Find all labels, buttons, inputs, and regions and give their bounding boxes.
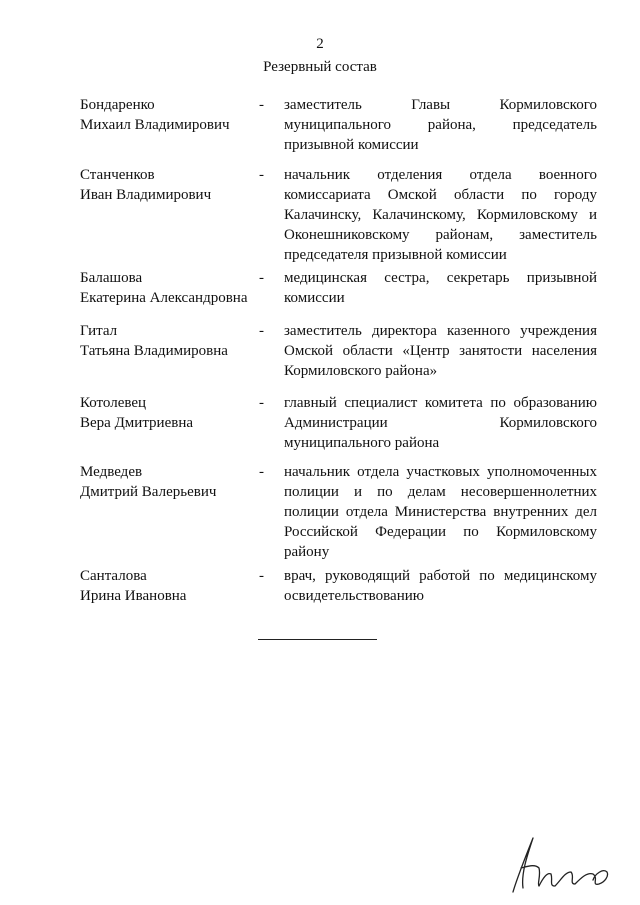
role-line: муниципального района — [284, 435, 440, 451]
given-names: Вера Дмитриевна — [80, 415, 194, 431]
page-number: 2 — [316, 36, 324, 52]
role-line: начальник отдела участковых уполномоченных — [284, 464, 597, 480]
role-line: муниципального района, председатель — [284, 117, 597, 133]
role-line: комиссариата Омской области по городу — [284, 187, 597, 203]
surname: Гитал — [80, 323, 118, 339]
role-line: освидетельствованию — [284, 588, 424, 604]
dash-separator: - — [259, 464, 264, 480]
dash-separator: - — [259, 568, 264, 584]
closing-divider — [258, 639, 377, 640]
dash-separator: - — [259, 270, 264, 286]
member-name — [80, 165, 260, 205]
given-names: Дмитрий Валерьевич — [80, 484, 217, 500]
member-name — [80, 566, 260, 606]
surname: Балашова — [80, 270, 143, 286]
dash-separator: - — [259, 323, 264, 339]
document-title: Резервный состав — [263, 59, 377, 75]
role-line: призывной комиссии — [284, 137, 419, 153]
member-name — [80, 321, 260, 361]
member-name — [80, 462, 260, 502]
role-line: главный специалист комитета по образованию — [284, 395, 597, 411]
given-names: Татьяна Владимировна — [80, 343, 228, 359]
given-names: Михаил Владимирович — [80, 117, 230, 133]
handwritten-signature — [503, 828, 613, 894]
role-line: председателя призывной комиссии — [284, 247, 507, 263]
member-role — [284, 165, 597, 265]
member-name — [80, 393, 260, 433]
member-role — [284, 462, 597, 562]
dash-separator: - — [259, 167, 264, 183]
role-line: Администрации Кормиловского — [284, 415, 597, 431]
role-line: начальник отделения отдела военного — [284, 167, 597, 183]
role-line: Оконешниковскому районам, заместитель — [284, 227, 597, 243]
member-role — [284, 95, 597, 155]
surname: Бондаренко — [80, 97, 155, 113]
surname: Станченков — [80, 167, 155, 183]
role-line: медицинская сестра, секретарь призывной — [284, 270, 597, 286]
role-line: заместитель директора казенного учреждения — [284, 323, 597, 339]
given-names: Екатерина Александровна — [80, 290, 248, 306]
role-line: заместитель Главы Кормиловского — [284, 97, 597, 113]
member-role — [284, 268, 597, 308]
role-line: району — [284, 544, 330, 560]
member-name — [80, 268, 260, 308]
surname: Санталова — [80, 568, 147, 584]
given-names: Ирина Ивановна — [80, 588, 187, 604]
dash-separator: - — [259, 395, 264, 411]
given-names: Иван Владимирович — [80, 187, 212, 203]
surname: Котолевец — [80, 395, 147, 411]
role-line: Российской Федерации по Кормиловскому — [284, 524, 597, 540]
role-line: Кормиловского района» — [284, 363, 438, 379]
role-line: полиции отдела Министерства внутренних дел — [284, 504, 597, 520]
surname: Медведев — [80, 464, 143, 480]
role-line: врач, руководящий работой по медицинскому — [284, 568, 597, 584]
role-line: комиссии — [284, 290, 345, 306]
member-role — [284, 393, 597, 453]
role-line: Калачинску, Калачинскому, Кормиловскому и — [284, 207, 597, 223]
role-line: Омской области «Центр занятости населения — [284, 343, 597, 359]
role-line: полиции и по делам несовершеннолетних — [284, 484, 597, 500]
dash-separator: - — [259, 97, 264, 113]
member-name — [80, 95, 260, 135]
member-role — [284, 566, 597, 606]
member-role — [284, 321, 597, 381]
